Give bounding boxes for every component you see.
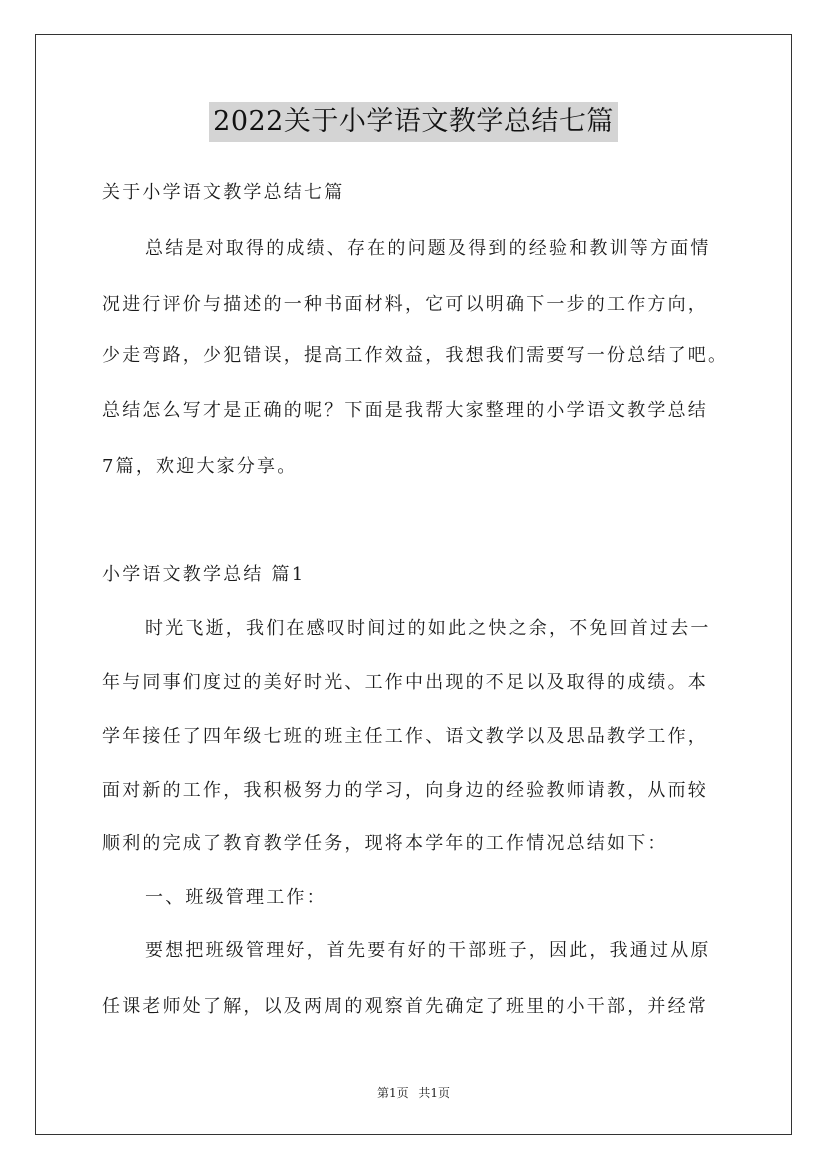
intro-line-1: 总结是对取得的成绩、存在的问题及得到的经验和教训等方面情 [145, 238, 711, 259]
para2-line-1: 要想把班级管理好，首先要有好的干部班子，因此，我通过从原 [145, 940, 711, 961]
page-footer [0, 1084, 827, 1101]
section1-line-2: 年与同事们度过的美好时光、工作中出现的不足以及取得的成绩。本 [102, 672, 708, 693]
subheading-class-management: 一、班级管理工作： [145, 887, 327, 908]
section1-line-4: 面对新的工作，我积极努力的学习，向身边的经验教师请教，从而较 [102, 780, 708, 801]
intro-line-4: 总结怎么写才是正确的呢？下面是我帮大家整理的小学语文教学总结 [102, 400, 708, 421]
para2-line-2: 任课老师处了解，以及两周的观察首先确定了班里的小干部，并经常 [102, 996, 708, 1017]
intro-line-2: 况进行评价与描述的一种书面材料，它可以明确下一步的工作方向， [102, 294, 708, 315]
section-heading: 小学语文教学总结 篇1 [102, 564, 306, 585]
intro-line-5: 7篇，欢迎大家分享。 [102, 456, 298, 477]
section1-line-1: 时光飞逝，我们在感叹时间过的如此之快之余，不免回首过去一 [145, 618, 711, 639]
title-container [0, 102, 827, 142]
section1-line-5: 顺利的完成了教育教学任务，现将本学年的工作情况总结如下： [102, 833, 668, 854]
page-number: 第1页 [376, 1086, 409, 1100]
intro-line-3: 少走弯路，少犯错误，提高工作效益，我想我们需要写一份总结了吧。 [102, 345, 729, 366]
total-pages: 共1页 [418, 1086, 451, 1100]
document-subtitle: 关于小学语文教学总结七篇 [102, 182, 345, 203]
document-title: 2022关于小学语文教学总结七篇 [209, 102, 618, 142]
section1-line-3: 学年接任了四年级七班的班主任工作、语文教学以及思品教学工作， [102, 726, 708, 747]
